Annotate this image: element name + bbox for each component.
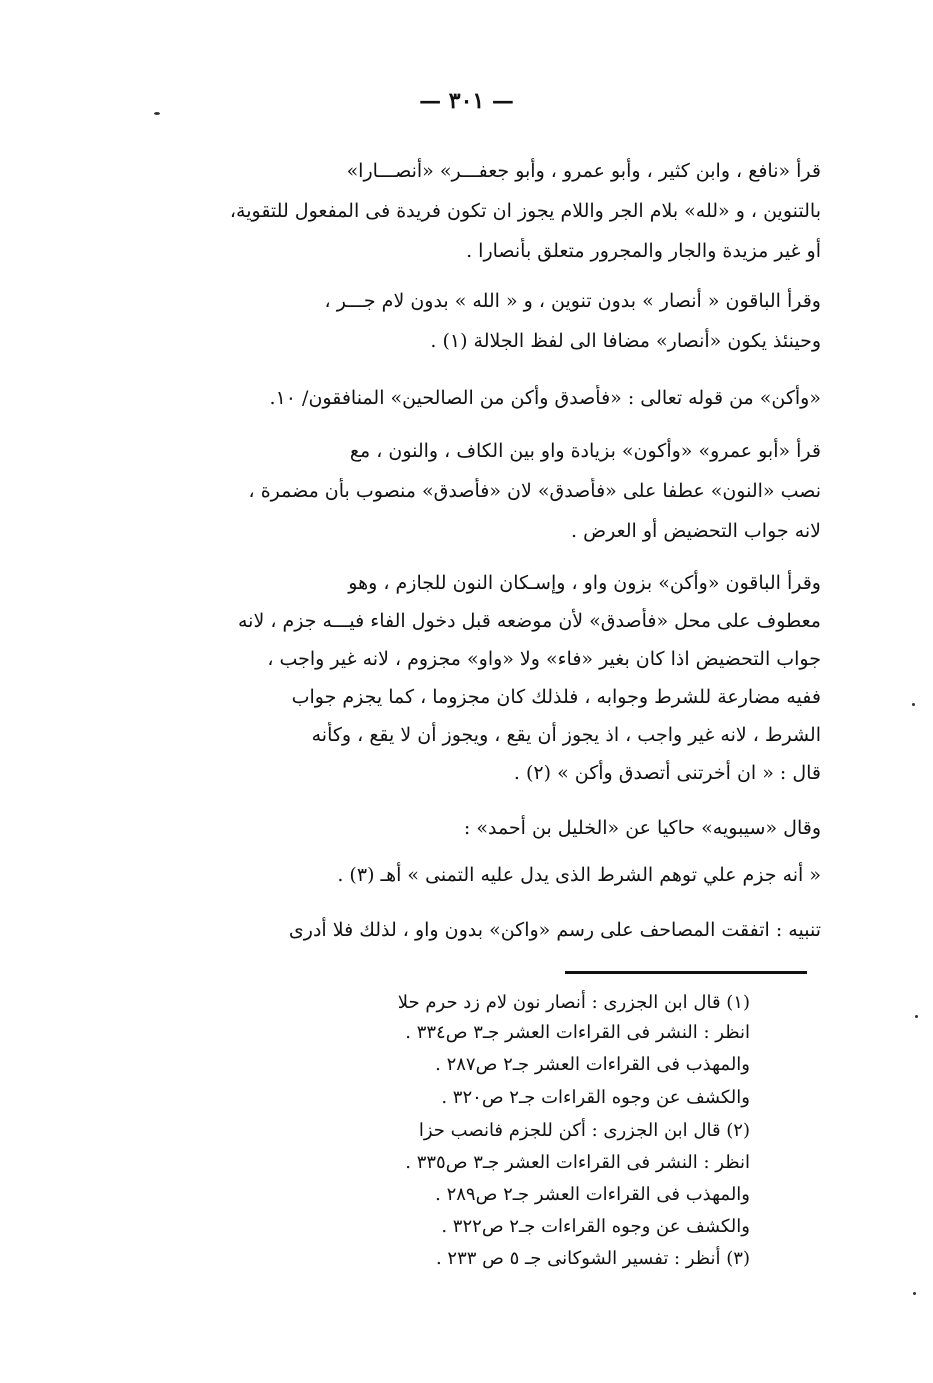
footnote-line: والكشف عن وجوه القراءات جـ٢ ص٣٢٠ . — [441, 1087, 750, 1108]
body-line: « أنه جزم علي توهم الشرط الذى يدل عليه التمنى » أهـ (٣) . — [337, 864, 821, 886]
footnote-line: (٢) قال ابن الجزرى : أكن للجزم فانصب حزا — [418, 1120, 750, 1141]
body-line: معطوف على محل «فأصدق» لأن موضعه قبل دخول الفاء فيـــه جزم ، لانه — [237, 610, 821, 632]
body-line: أو غير مزيدة والجار والمجرور متعلق بأنصارا . — [466, 240, 821, 262]
body-line: قال : « ان أخرتنى أتصدق وأكن » (٢) . — [513, 762, 821, 784]
body-line: جواب التحضيض اذا كان بغير «فاء» ولا «واو» مجزوم ، لانه غير واجب ، — [267, 648, 821, 670]
body-line: «وأكن» من قوله تعالى : «فأصدق وأكن من الصالحين» المنافقون/ ١٠. — [269, 387, 821, 409]
body-line: وحينئذ يكون «أنصار» مضافا الى لفظ الجلالة (١) . — [430, 330, 821, 352]
footnote-line: انظر : النشر فى القراءات العشر جـ٣ ص٣٣٤ . — [405, 1022, 750, 1043]
body-line: قرأ «أبو عمرو» «وأكون» بزيادة واو بين الكاف ، والنون ، مع — [349, 440, 821, 462]
body-line: لانه جواب التحضيض أو العرض . — [571, 520, 821, 542]
body-line: وقرأ الباقون «وأكن» بزون واو ، وإسـكان النون للجازم ، وهو — [348, 572, 821, 594]
body-line: ففيه مضارعة للشرط وجوابه ، فلذلك كان مجزوما ، كما يجزم جواب — [291, 686, 821, 708]
footnote-line: (٣) أنظر : تفسير الشوكانى جـ ٥ ص ٢٣٣ . — [435, 1248, 750, 1269]
footnote-line: (١) قال ابن الجزرى : أنصار نون لام زد حرم حلا — [397, 992, 750, 1013]
footnote-line: والمهذب فى القراءات العشر جـ٢ ص٢٨٩ . — [435, 1184, 750, 1205]
body-line: بالتنوين ، و «لله» بلام الجر واللام يجوز ان تكون فريدة فى المفعول للتقوية، — [229, 200, 821, 222]
footnote-separator — [565, 971, 807, 974]
body-line: الشرط ، لانه غير واجب ، اذ يجوز أن يقع ، ويجوز أن لا يقع ، وكأنه — [311, 724, 821, 746]
body-line: تنبيه : اتفقت المصاحف على رسم «واكن» بدون واو ، لذلك فلا أدرى — [288, 919, 821, 941]
scan-speck — [915, 1015, 918, 1018]
page-number: — ٣٠١ — — [419, 88, 514, 114]
scan-speck — [154, 112, 160, 115]
body-line: وقرأ الباقون « أنصار » بدون تنوين ، و « الله » بدون لام جـــر ، — [324, 290, 821, 312]
footnote-line: والكشف عن وجوه القراءات جـ٢ ص٣٢٢ . — [441, 1216, 750, 1237]
footnote-line: والمهذب فى القراءات العشر جـ٢ ص٢٨٧ . — [435, 1054, 750, 1075]
scan-speck — [912, 703, 915, 706]
body-line: قرأ «نافع ، وابن كثير ، وأبو عمرو ، وأبو جعفـــر» «أنصـــارا» — [346, 160, 821, 182]
body-line: نصب «النون» عطفا على «فأصدق» لان «فأصدق» منصوب بأن مضمرة ، — [248, 480, 821, 502]
body-line: وقال «سيبويه» حاكيا عن «الخليل بن أحمد» : — [463, 817, 821, 839]
footnote-line: انظر : النشر فى القراءات العشر جـ٣ ص٣٣٥ . — [405, 1152, 750, 1173]
scan-speck — [913, 1292, 916, 1295]
page-number-value: ٣٠١ — [448, 88, 485, 114]
